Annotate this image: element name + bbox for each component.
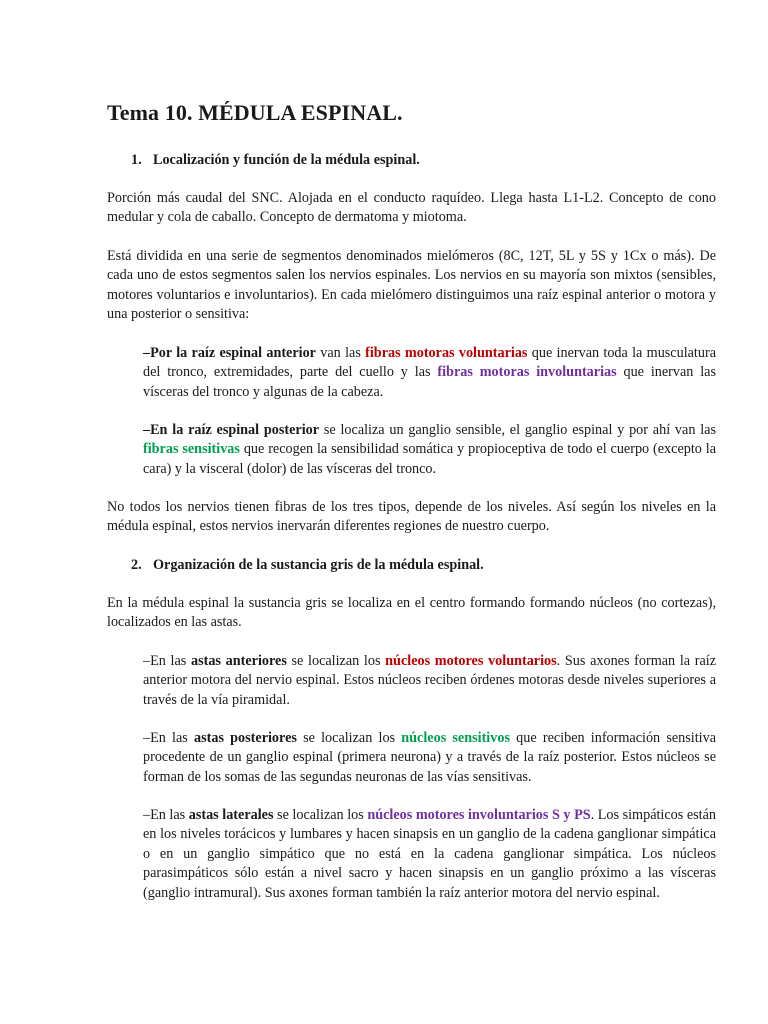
paragraph-astas-posteriores: –En las astas posteriores se localizan los núcleos sensitivos que reciben información sensitiva procedente de un ganglio espinal (primera neurona) y a través de la raíz posterior. Estos núcleos se forman de los somas de las segundas neuronas de las vías sensitivas. <box>143 730 716 785</box>
paragraph-raiz-posterior: –En la raíz espinal posterior se localiza un ganglio sensible, el ganglio espinal y por ahí van las fibras sensitivas que recogen la sensibilidad somática y propioceptiva de todo el cuerpo (excepto la cara) y la visceral (dolor) de las vísceras del tronco. <box>143 422 717 477</box>
page-title: Tema 10. MÉDULA ESPINAL. <box>107 100 403 125</box>
paragraph-astas-anteriores: –En las astas anteriores se localizan los núcleos motores voluntarios. Sus axones forman la raíz anterior motora del nervio espinal. Estos núcleos reciben órdenes motoras desde niveles superiores a través de la vía piramidal. <box>143 653 717 708</box>
paragraph-localizacion: Porción más caudal del SNC. Alojada en el conducto raquídeo. Llega hasta L1-L2. Concepto de cono medular y cola de caballo. Concepto de dermatoma y miotoma. <box>107 190 716 226</box>
paragraph-astas-laterales: –En las astas laterales se localizan los núcleos motores involuntarios S y PS. Los simpáticos están en los niveles torácicos y lumbares y hacen sinapsis en un ganglio de la cadena ganglionar simpática o en un ganglio simpático que no está en la cadena ganglionar simpática. Los núcleos parasimpáticos sólo están a nivel sacro y hacen sinapsis en un ganglio próximo a las vísceras (ganglio intramural). Sus axones forman también la raíz anterior motora del nervio espinal. <box>143 807 716 901</box>
paragraph-sustancia-gris: En la médula espinal la sustancia gris se localiza en el centro formando formando núcleos (no cortezas), localizados en las astas. <box>107 595 716 631</box>
paragraph-segmentos: Está dividida en una serie de segmentos denominados mielómeros (8C, 12T, 5L y 5S y 1Cx o más). De cada uno de estos segmentos salen los nervios espinales. Los nervios en su mayoría son mixtos (sensibles, motores voluntarios e involuntarios). En cada mielómero distinguimos una raíz espinal anterior o motora y una posterior o sensitiva: <box>107 248 716 323</box>
paragraph-niveles: No todos los nervios tienen fibras de los tres tipos, depende de los niveles. Así según los niveles en la médula espinal, estos nervios inervarán diferentes regiones de nuestro cuerpo. <box>107 499 716 535</box>
section-1-heading: 1. Localización y función de la médula espinal. <box>131 152 420 168</box>
paragraph-raiz-anterior: –Por la raíz espinal anterior van las fibras motoras voluntarias que inervan toda la musculatura del tronco, extremidades, parte del cuello y las fibras motoras involuntarias que inervan las vísceras del tronco y algunas de la cabeza. <box>143 345 717 400</box>
section-2-heading: 2. Organización de la sustancia gris de la médula espinal. <box>131 557 484 573</box>
